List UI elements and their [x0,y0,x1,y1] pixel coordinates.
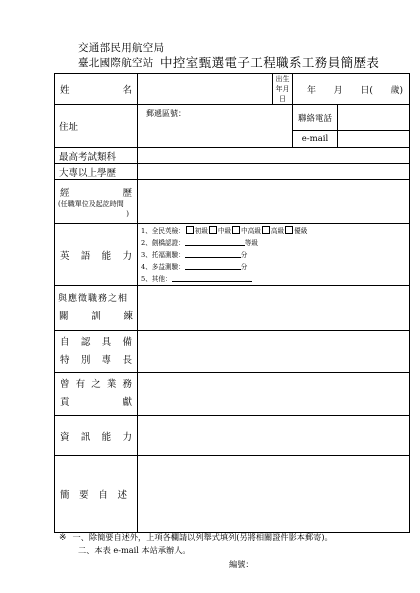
row-contribution [55,373,410,416]
row-bio [55,456,410,533]
gept-high-intermediate-checkbox[interactable] [232,226,240,234]
english-input-cell [138,224,410,286]
gept-line: 1、全民英檢： 初級 中級 中高級 高級 優級 [141,227,308,235]
name-label-cell: 姓 名 [55,74,138,105]
experience-input-cell[interactable] [138,180,410,224]
toeic-line: 4、多益測驗： 分 [141,263,248,271]
row-experience [55,180,410,224]
education-label-cell: 大專以上學歷 [55,164,138,180]
toefl-line: 3、托福測驗： 分 [141,251,248,259]
org-line-2: 臺北國際航空站 [78,57,154,69]
it-skills-label-cell: 資 訊 能 力 [55,416,138,456]
phone-label-cell: 聯絡電話 [293,105,338,131]
cambridge-level-field[interactable] [185,237,245,246]
row-exam [55,148,410,164]
footer-note-1: ※ 一、除簡要自述外，上項各欄請以列舉式填列(另將相關證件影本郵寄)。 [59,532,333,543]
row-training [55,286,410,331]
gept-superior-checkbox[interactable] [285,226,293,234]
address-label-cell [55,105,138,148]
footer-note-2: 二、本表 e-mail 本站承辦人。 [78,545,191,555]
row-education [55,164,410,180]
name-input-cell[interactable] [138,74,273,105]
row-english [55,224,410,286]
training-input-cell[interactable] [138,286,410,331]
english-items [138,224,409,285]
skills-label-cell: 自 認 具 備 特 別 專 長 [55,331,138,373]
other-english-field[interactable] [172,273,252,282]
contribution-input-cell[interactable] [138,373,410,416]
other-line: 5、其他： [141,273,409,285]
gept-intermediate-checkbox[interactable] [209,226,217,234]
footer-asterisk-mark: ※ [59,533,67,543]
row-name-birth [55,74,410,105]
experience-label-cell: 經 歷 (任職單位及起訖時間 ) [55,180,138,224]
it-skills-input-cell[interactable] [138,416,410,456]
email-input-cell[interactable] [338,131,410,148]
skills-input-cell[interactable] [138,331,410,373]
english-label-cell: 英 語 能 力 [55,224,138,286]
resume-form-table [54,73,410,533]
bio-input-cell[interactable] [138,456,410,533]
birth-label-cell [273,74,293,105]
address-label: 住址 [59,122,79,133]
contribution-label-cell: 曾 有 之 業 務 貢 獻 [55,373,138,416]
email-label-cell: e-mail [293,131,338,148]
gept-beginner-checkbox[interactable] [186,226,194,234]
gept-advanced-checkbox[interactable] [262,226,270,234]
cambridge-line: 2、劍橋認證： 等級 [141,239,258,247]
postal-code-label: 郵遞區號： [146,109,186,118]
row-it-skills [55,416,410,456]
org-line-1: 交通部民用航空局 [78,42,165,54]
phone-input-cell[interactable] [338,105,410,131]
birth-label: 出生年月日 [275,75,290,103]
education-input-cell[interactable] [138,164,410,180]
exam-input-cell[interactable] [138,148,410,164]
row-skills [55,331,410,373]
toefl-score-field[interactable] [185,249,241,258]
toeic-score-field[interactable] [185,261,241,270]
form-title: 中控室甄選電子工程職系工務員簡歷表 [160,55,380,70]
row-address-1 [55,105,410,131]
birth-input-cell[interactable]: 年 月 日( 歲) [293,74,410,105]
exam-label-cell: 最高考試類科 [55,148,138,164]
serial-number-label: 編號： [229,559,254,569]
bio-label-cell: 簡 要 自 述 [55,456,138,533]
training-label-cell: 與應徵職務之相 關 訓 練 [55,286,138,331]
address-input-cell[interactable] [138,105,293,148]
